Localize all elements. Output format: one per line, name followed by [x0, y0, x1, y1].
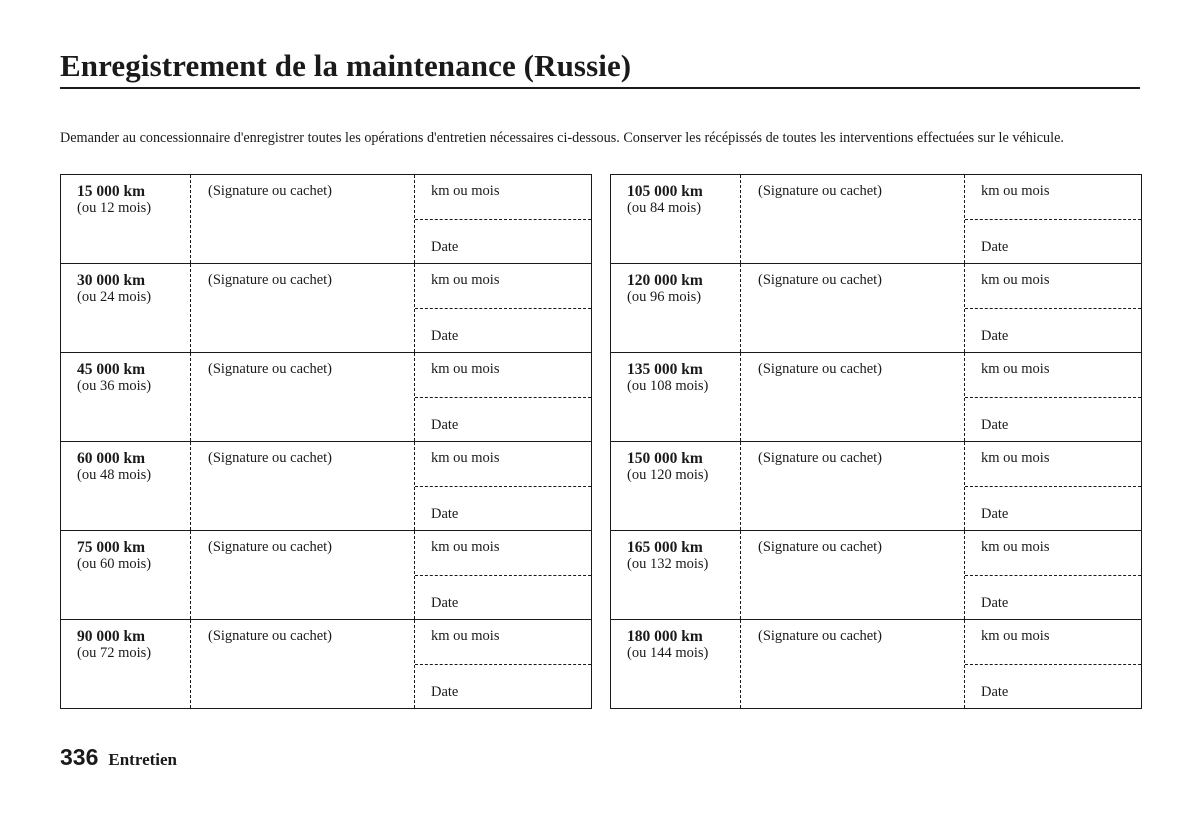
interval-km: 30 000 km [77, 272, 146, 289]
signature-label: (Signature ou cachet) [758, 272, 883, 288]
date-label: Date [431, 328, 459, 344]
interval-months: (ou 48 mois) [77, 467, 152, 483]
signature-cell[interactable] [741, 531, 965, 620]
maintenance-row [61, 264, 592, 353]
title-rule [60, 87, 1140, 89]
page-title: Enregistrement de la maintenance (Russie) [60, 48, 632, 83]
entry-cell[interactable] [415, 264, 592, 353]
km-or-months-label: km ou mois [431, 450, 500, 466]
entry-cell[interactable] [965, 531, 1142, 620]
signature-label: (Signature ou cachet) [758, 361, 883, 377]
interval-cell [611, 175, 741, 264]
entry-cell[interactable] [965, 442, 1142, 531]
maintenance-row [611, 353, 1142, 442]
interval-km: 180 000 km [627, 628, 703, 645]
page-footer [60, 744, 177, 771]
dashed-divider [965, 397, 1141, 398]
km-or-months-label: km ou mois [981, 450, 1050, 466]
km-or-months-label: km ou mois [431, 183, 500, 199]
date-label: Date [431, 239, 459, 255]
dashed-divider [415, 397, 591, 398]
interval-km: 105 000 km [627, 183, 703, 200]
dashed-divider [965, 575, 1141, 576]
entry-cell[interactable] [415, 531, 592, 620]
signature-cell[interactable] [741, 442, 965, 531]
signature-label: (Signature ou cachet) [758, 183, 883, 199]
signature-cell[interactable] [191, 264, 415, 353]
maintenance-table-left [60, 174, 592, 709]
dashed-divider [415, 575, 591, 576]
interval-cell [611, 353, 741, 442]
interval-months: (ou 96 mois) [627, 289, 702, 305]
signature-cell[interactable] [741, 175, 965, 264]
dashed-divider [415, 219, 591, 220]
interval-cell [61, 353, 191, 442]
interval-cell [61, 442, 191, 531]
maintenance-row [611, 442, 1142, 531]
dashed-divider [965, 486, 1141, 487]
date-label: Date [431, 595, 459, 611]
interval-cell [61, 620, 191, 709]
maintenance-row [61, 442, 592, 531]
entry-cell[interactable] [415, 353, 592, 442]
interval-km: 60 000 km [77, 450, 146, 467]
interval-km: 15 000 km [77, 183, 146, 200]
date-label: Date [431, 417, 459, 433]
interval-months: (ou 36 mois) [77, 378, 152, 394]
km-or-months-label: km ou mois [431, 539, 500, 555]
interval-km: 120 000 km [627, 272, 703, 289]
dashed-divider [415, 486, 591, 487]
interval-cell [61, 531, 191, 620]
km-or-months-label: km ou mois [981, 183, 1050, 199]
maintenance-row [61, 175, 592, 264]
signature-cell[interactable] [191, 442, 415, 531]
signature-cell[interactable] [191, 353, 415, 442]
maintenance-row [611, 531, 1142, 620]
page-number: 336 [60, 744, 99, 770]
signature-label: (Signature ou cachet) [208, 539, 333, 555]
interval-months: (ou 12 mois) [77, 200, 152, 216]
km-or-months-label: km ou mois [431, 272, 500, 288]
signature-cell[interactable] [741, 353, 965, 442]
maintenance-row [611, 620, 1142, 709]
dashed-divider [965, 308, 1141, 309]
maintenance-row [61, 531, 592, 620]
interval-km: 165 000 km [627, 539, 703, 556]
intro-text: Demander au concessionnaire d'enregistrer toutes les opérations d'entretien nécessaires ci-dessous. Conserver les récépissés de toutes les interventions effectuées sur le véhicule. [60, 130, 1064, 146]
interval-months: (ou 24 mois) [77, 289, 152, 305]
entry-cell[interactable] [415, 620, 592, 709]
dashed-divider [965, 219, 1141, 220]
date-label: Date [981, 595, 1009, 611]
interval-cell [61, 175, 191, 264]
date-label: Date [431, 506, 459, 522]
entry-cell[interactable] [965, 175, 1142, 264]
date-label: Date [981, 239, 1009, 255]
section-name: Entretien [108, 750, 177, 769]
interval-months: (ou 84 mois) [627, 200, 702, 216]
km-or-months-label: km ou mois [981, 272, 1050, 288]
maintenance-row [611, 175, 1142, 264]
interval-months: (ou 120 mois) [627, 467, 709, 483]
signature-cell[interactable] [741, 620, 965, 709]
date-label: Date [981, 328, 1009, 344]
km-or-months-label: km ou mois [981, 539, 1050, 555]
maintenance-row [61, 620, 592, 709]
entry-cell[interactable] [965, 353, 1142, 442]
interval-months: (ou 132 mois) [627, 556, 709, 572]
interval-km: 135 000 km [627, 361, 703, 378]
signature-label: (Signature ou cachet) [208, 628, 333, 644]
km-or-months-label: km ou mois [981, 361, 1050, 377]
signature-cell[interactable] [191, 620, 415, 709]
interval-cell [611, 531, 741, 620]
interval-cell [611, 442, 741, 531]
signature-label: (Signature ou cachet) [758, 628, 883, 644]
signature-label: (Signature ou cachet) [758, 539, 883, 555]
interval-cell [61, 264, 191, 353]
maintenance-row [61, 353, 592, 442]
interval-months: (ou 144 mois) [627, 645, 709, 661]
dashed-divider [415, 664, 591, 665]
km-or-months-label: km ou mois [981, 628, 1050, 644]
interval-km: 90 000 km [77, 628, 146, 645]
signature-label: (Signature ou cachet) [208, 272, 333, 288]
dashed-divider [965, 664, 1141, 665]
interval-cell [611, 264, 741, 353]
interval-months: (ou 60 mois) [77, 556, 152, 572]
km-or-months-label: km ou mois [431, 361, 500, 377]
dashed-divider [415, 308, 591, 309]
entry-cell[interactable] [415, 442, 592, 531]
signature-label: (Signature ou cachet) [208, 450, 333, 466]
entry-cell[interactable] [415, 175, 592, 264]
interval-months: (ou 72 mois) [77, 645, 152, 661]
km-or-months-label: km ou mois [431, 628, 500, 644]
date-label: Date [981, 506, 1009, 522]
interval-km: 75 000 km [77, 539, 146, 556]
signature-label: (Signature ou cachet) [208, 361, 333, 377]
maintenance-row [611, 264, 1142, 353]
interval-months: (ou 108 mois) [627, 378, 709, 394]
date-label: Date [981, 417, 1009, 433]
entry-cell[interactable] [965, 620, 1142, 709]
interval-km: 150 000 km [627, 450, 703, 467]
maintenance-table-right [610, 174, 1142, 709]
interval-cell [611, 620, 741, 709]
date-label: Date [981, 684, 1009, 700]
interval-km: 45 000 km [77, 361, 146, 378]
signature-cell[interactable] [191, 175, 415, 264]
signature-label: (Signature ou cachet) [758, 450, 883, 466]
signature-cell[interactable] [191, 531, 415, 620]
signature-cell[interactable] [741, 264, 965, 353]
date-label: Date [431, 684, 459, 700]
entry-cell[interactable] [965, 264, 1142, 353]
signature-label: (Signature ou cachet) [208, 183, 333, 199]
